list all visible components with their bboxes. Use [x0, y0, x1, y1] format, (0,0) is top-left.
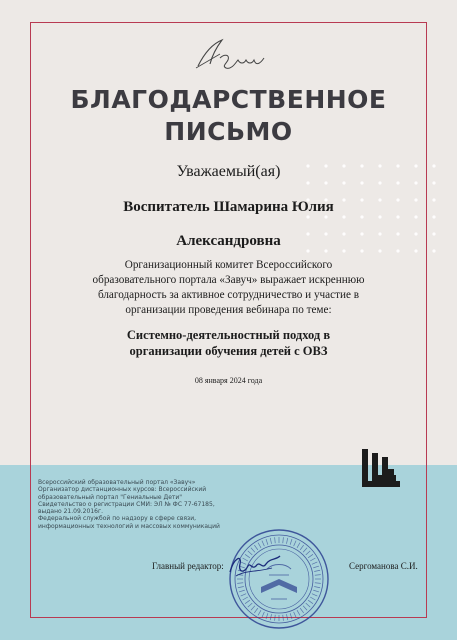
stamp-tick [306, 603, 310, 607]
stamp-tick [258, 543, 261, 548]
pattern-dot [378, 181, 381, 184]
stamp-tick [308, 554, 313, 558]
stamp-tick [286, 538, 287, 544]
issue-date: 08 января 2024 года [194, 376, 263, 385]
stamp-tick [251, 606, 255, 610]
title-line: БЛАГОДАРСТВЕННОЕ [70, 85, 387, 114]
editor-label: Главный редактор: [152, 561, 224, 571]
portal-info-line: Организатор дистанционных курсов: Всероссийский [38, 486, 207, 494]
pattern-dot [432, 215, 435, 218]
pattern-dot [414, 181, 417, 184]
stamp-tick [306, 551, 310, 555]
stamp-tick [262, 541, 264, 546]
stamp-tick [248, 603, 252, 607]
pattern-dot [414, 215, 417, 218]
recipient-line: Воспитатель Шамарина Юлия [123, 199, 334, 215]
stamp-tick [303, 548, 307, 552]
stamp-tick [283, 615, 284, 621]
pattern-dot [324, 181, 327, 184]
stamp-tick [243, 597, 248, 600]
stamp-tick [238, 586, 244, 587]
stamp-tick [239, 590, 245, 592]
stamp-tick [300, 608, 304, 613]
stamp-tick [270, 538, 271, 544]
stamp-tick [310, 558, 315, 561]
portal-info-line: Свидетельство о регистрации СМИ: ЭЛ № ФС 77-67185, [38, 500, 215, 508]
stamp-tick [310, 597, 315, 600]
greeting: Уважаемый(ая) [176, 163, 281, 180]
portal-info-line: выдано 21.09.2016г. [38, 508, 104, 516]
stamp-tick [314, 570, 320, 571]
pattern-dot [432, 198, 435, 201]
stamp-tick [266, 613, 268, 619]
pattern-dot [414, 198, 417, 201]
stamp-tick [266, 539, 268, 545]
zavuch-logo [190, 34, 270, 74]
pattern-dot [432, 249, 435, 252]
stamp-tick [262, 612, 264, 617]
gratitude-text [70, 258, 387, 318]
webinar-topic [70, 327, 387, 359]
stamp-tick [275, 537, 276, 543]
title-line: ПИСЬМО [164, 117, 293, 146]
pattern-dot [360, 181, 363, 184]
topic-line: организации обучения детей с ОВЗ [129, 344, 328, 358]
topic-line: Системно-деятельностный подход в [126, 328, 331, 342]
stamp-tick [275, 615, 276, 621]
pattern-dot [414, 249, 417, 252]
pattern-dot [414, 232, 417, 235]
body-line: образовательного портала «Завуч» выражает искреннюю [92, 274, 365, 286]
stamp-tick [258, 610, 261, 615]
editor-name: Сергоманова С.И. [349, 561, 418, 571]
stamp-tick [294, 541, 296, 546]
stamp-tick [283, 537, 284, 543]
stamp-tick [270, 614, 271, 620]
stamp-tick [241, 594, 246, 596]
stamp-tick [312, 594, 317, 596]
pattern-dot [432, 181, 435, 184]
portal-emblem-icon [360, 447, 402, 487]
stamp-tick [315, 583, 321, 584]
recipient-name [60, 190, 397, 258]
stamp-tick [297, 543, 300, 548]
pattern-dot [342, 181, 345, 184]
body-line: благодарность за активное сотрудничество и участие в [97, 289, 360, 301]
stamp-tick [290, 613, 292, 619]
portal-info [38, 479, 238, 530]
editor-signature [226, 550, 284, 580]
pattern-dot [432, 232, 435, 235]
portal-info-line: Всероссийский образовательный портал «Завуч» [38, 479, 196, 486]
stamp-tick [315, 575, 321, 576]
body-line: организации проведения вебинара по теме: [125, 304, 332, 316]
portal-info-line: информационных технологий и массовых коммуникаций [38, 522, 220, 530]
stamp-tick [312, 562, 317, 564]
stamp-tick [245, 600, 250, 604]
pattern-dot [396, 181, 399, 184]
stamp-tick [303, 606, 307, 610]
stamp-tick [286, 614, 287, 620]
stamp-tick [313, 566, 319, 568]
stamp-tick [290, 539, 292, 545]
stamp-tick [314, 586, 320, 587]
body-line: Организационный комитет Всероссийского [124, 259, 333, 271]
stamp-tick [237, 583, 243, 584]
stamp-tick [297, 610, 300, 615]
stamp-tick [300, 545, 304, 550]
letter-title [40, 84, 417, 148]
recipient-line: Александровна [176, 233, 281, 249]
stamp-tick [308, 600, 313, 604]
portal-info-line: Федеральной службой по надзору в сфере связи, [38, 515, 197, 523]
stamp-tick [313, 590, 319, 592]
stamp-tick [254, 608, 258, 613]
stamp-tick [294, 612, 296, 617]
pattern-dot [432, 164, 435, 167]
pattern-dot [306, 181, 309, 184]
portal-info-line: образовательный портал "Гениальные Дети" [38, 493, 183, 501]
